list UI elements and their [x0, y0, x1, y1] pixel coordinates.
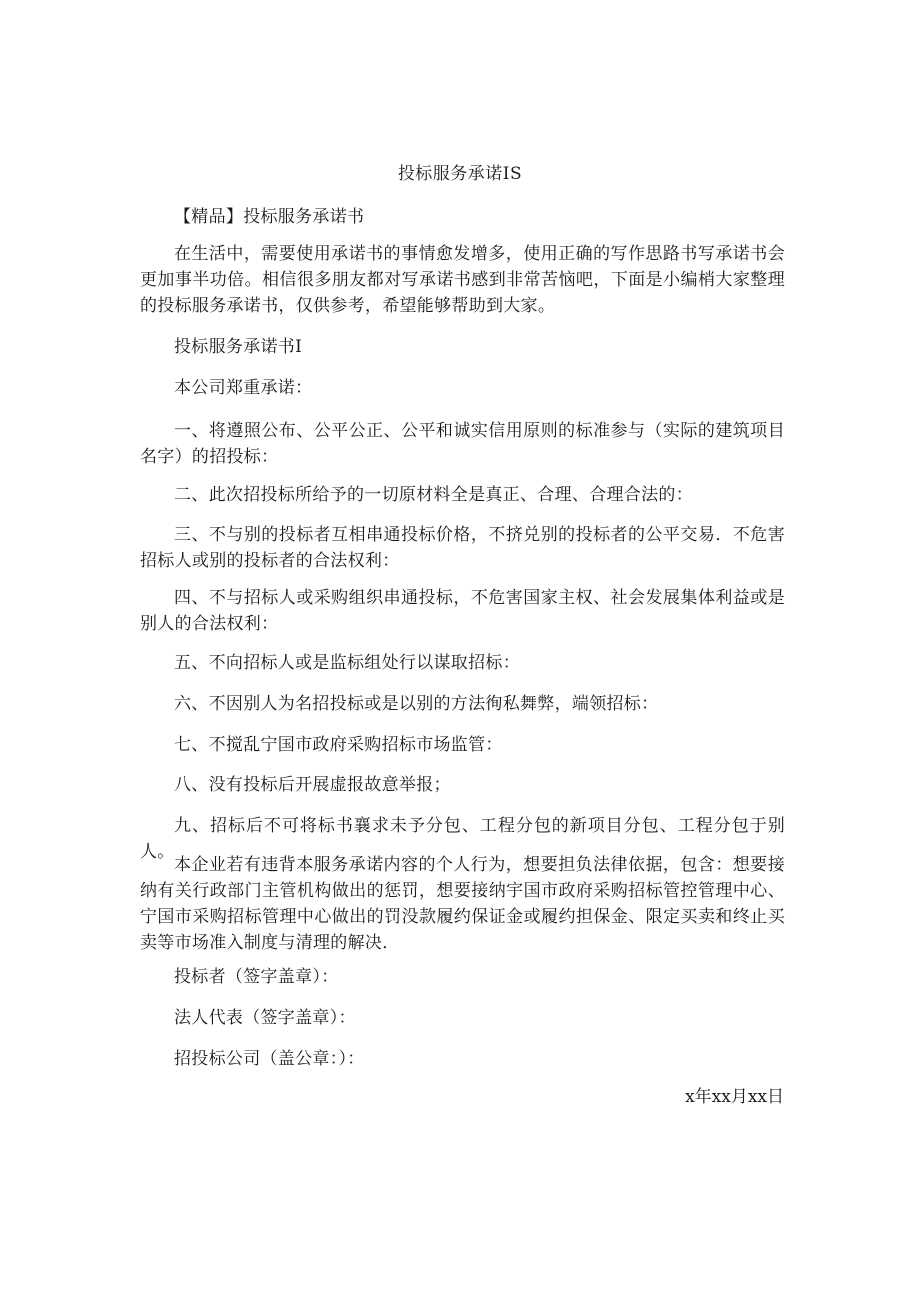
pledge-item-4: 四、不与招标人或采购组织串通投标，不危害国家主权、社会发展集体利益或是别人的合法权利：	[140, 588, 785, 634]
section-heading: 投标服务承诺书I	[174, 337, 303, 357]
pledge-item-5: 五、不向招标人或是监标组处行以谋取招标：	[174, 653, 520, 673]
signature-legal-rep: 法人代表（签字盖章）：	[174, 1008, 356, 1028]
pledge-item-9: 九、招标后不可将标书襄求未予分包、工程分包的新项目分包、工程分包于别人。	[140, 816, 785, 862]
document-date: x年xx月xx日	[685, 1087, 784, 1107]
signature-company: 招投标公司（盖公章：）：	[174, 1049, 365, 1069]
document-title: 投标服务承诺IS	[397, 164, 523, 184]
pledge-intro: 本公司郑重承诺：	[174, 378, 313, 398]
pledge-item-2: 二、此次招投标所给予的一切原材料全是真正、合理、合理合法的：	[174, 485, 693, 505]
pledge-item-7: 七、不搅乱宁国市政府采购招标市场监管：	[174, 735, 503, 755]
liability-paragraph: 本企业若有违背本服务承诺内容的个人行为，想要担负法律依据，包含：想要接纳有关行政部门主管机构做出的惩罚，想要接纳宇国市政府采购招标管控管理中心、宁国市采购招标管理中心做出的罚没款履约保证金或履约担保金、限定买卖和终止买卖等市场准入制度与清理的解决．	[140, 855, 785, 953]
document-subtitle: 【精品】投标服务承诺书	[174, 207, 365, 227]
pledge-item-1: 一、将遵照公布、公平公正、公平和诚实信用原则的标准参与（实际的建筑项目名字）的招投标：	[140, 421, 785, 467]
intro-paragraph: 在生活中，需要使用承诺书的事情愈发增多，使用正确的写作思路书写承诺书会更加事半功倍。相信很多朋友都对写承诺书感到非常苦恼吧，下面是小编梢大家整理的投标服务承诺书，仅供参考，希望能够帮助到大家。	[140, 244, 785, 316]
pledge-item-8: 八、没有投标后开展虚报故意举报；	[174, 775, 451, 795]
pledge-item-3: 三、不与别的投标者互相串通投标价格，不挤兑别的投标者的公平交易．不危害招标人或别的投标者的合法权利：	[140, 525, 785, 571]
pledge-item-6: 六、不因别人为名招投标或是以别的方法徇私舞弊，端领招标：	[174, 694, 659, 714]
signature-bidder: 投标者（签字盖章）：	[174, 967, 339, 987]
